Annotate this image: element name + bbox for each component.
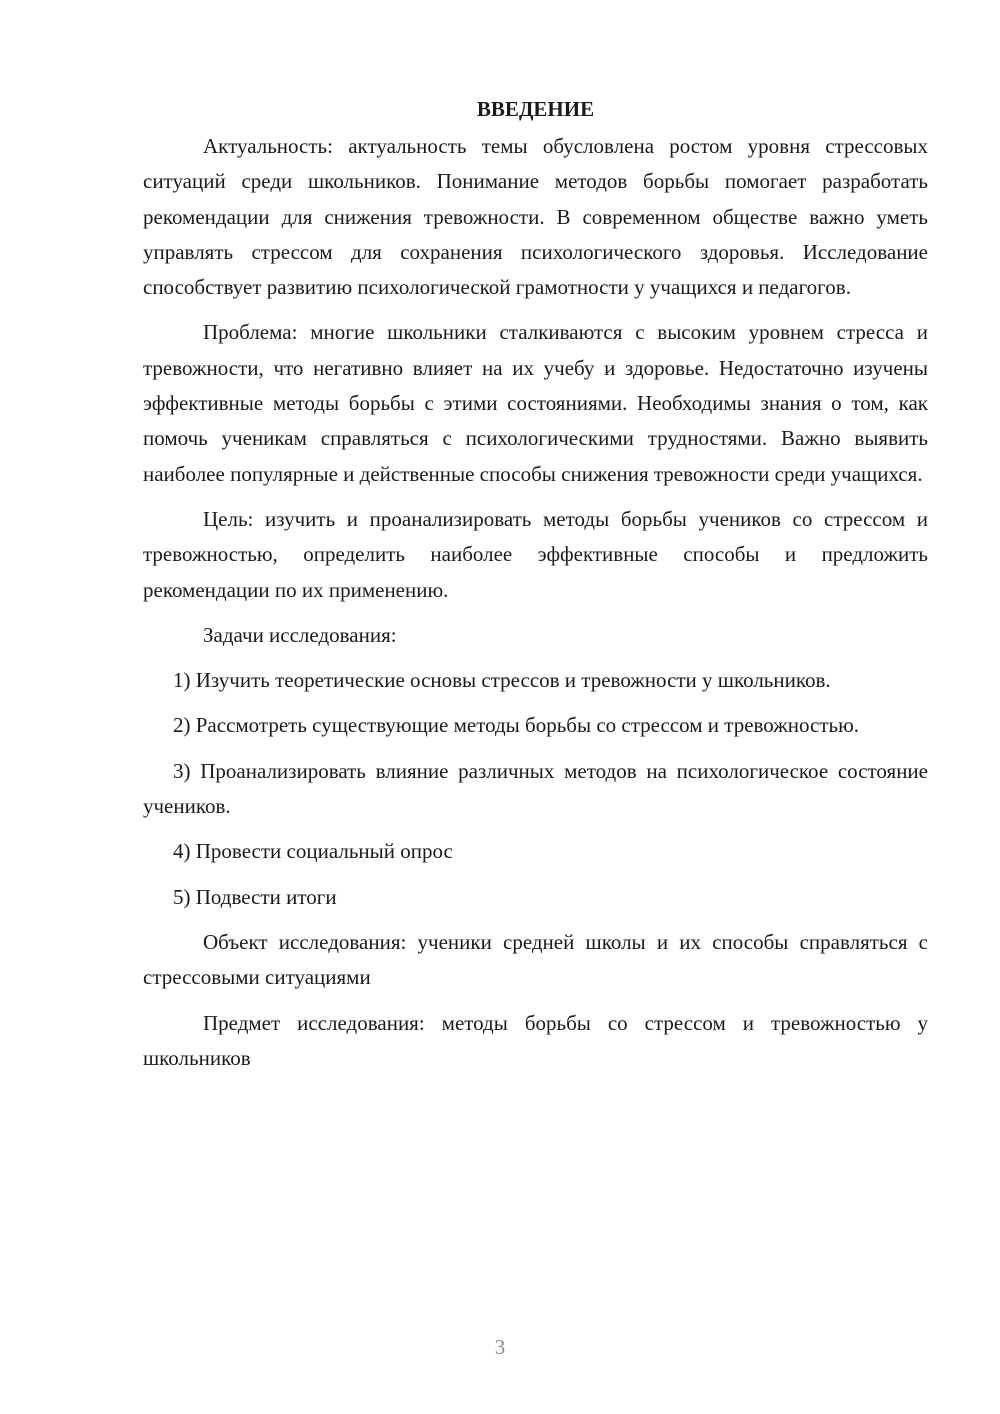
- subject-paragraph: Предмет исследования: методы борьбы со стрессом и тревожностью у школьников: [143, 1010, 928, 1070]
- task-item-3: 3) Проанализировать влияние различных методов на психологическое состояние учеников.: [143, 758, 928, 819]
- task-item-2: 2) Рассмотреть существующие методы борьбы со стрессом и тревожностью.: [173, 713, 860, 738]
- object-paragraph: Объект исследования: ученики средней школы и их способы справляться с стрессовыми ситуациями: [143, 929, 928, 990]
- task-item-4: 4) Провести социальный опрос: [173, 839, 453, 864]
- task-item-5: 5) Подвести итоги: [173, 884, 337, 909]
- relevance-paragraph: Актуальность: актуальность темы обусловлена ростом уровня стрессовых ситуаций среди школьников. Понимание методов борьбы помогает разработать рекомендации для снижения тревожности. В современном обществе важно уметь управлять стрессом для сохранения психологического здоровья. Исследование способствует развитию психологической грамотности у учащихся и педагогов.: [143, 134, 928, 300]
- problem-paragraph: Проблема: многие школьники сталкиваются с высоким уровнем стресса и тревожности, что негативно влияет на их учебу и здоровье. Недостаточно изучены эффективные методы борьбы с этими состояниями. Необходимы знания о том, как помочь ученикам справляться с психологическими трудностями. Важно выявить наиболее популярные и действенные способы снижения тревожности среди учащихся.: [143, 320, 928, 486]
- goal-paragraph: Цель: изучить и проанализировать методы борьбы учеников со стрессом и тревожностью, определить наиболее эффективные способы и предложить рекомендации по их применению.: [143, 506, 928, 602]
- tasks-heading: Задачи исследования:: [203, 622, 397, 647]
- page-number: 3: [494, 1335, 506, 1359]
- section-title: ВВЕДЕНИЕ: [476, 97, 595, 121]
- task-item-1: 1) Изучить теоретические основы стрессов и тревожности у школьников.: [173, 668, 831, 693]
- document-body: [143, 92, 928, 1086]
